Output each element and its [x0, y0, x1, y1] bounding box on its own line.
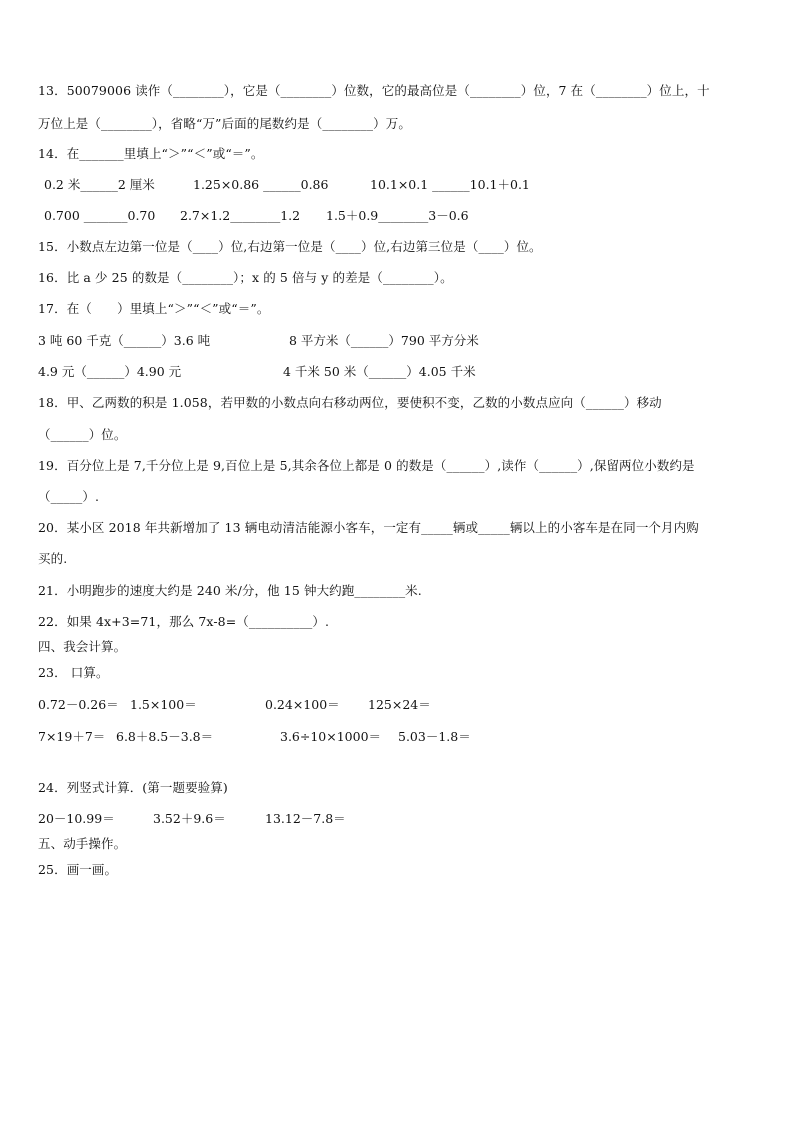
q22: 22．如果 4x+3=71，那么 7x-8=（__________）.	[38, 614, 330, 629]
q23-item: 6.8＋8.5－3.8＝	[116, 729, 214, 744]
q14-item: 0.2 米______2 厘米	[44, 177, 155, 192]
q19-line2: （_____）.	[38, 489, 100, 504]
q15: 15．小数点左边第一位是（____）位,右边第一位是（____）位,右边第三位是（____）位。	[38, 239, 542, 254]
q17-item: 4 千米 50 米（______）4.05 千米	[283, 364, 476, 379]
q24-title: 24．列竖式计算．(第一题要验算)	[38, 780, 228, 795]
q14-item: 1.25×0.86 ______0.86	[193, 177, 329, 192]
q14-item: 0.700 _______0.70	[44, 208, 156, 223]
q23-item: 3.6÷10×1000＝	[280, 729, 382, 744]
section-5-heading: 五、动手操作。	[38, 836, 127, 851]
q20-line2: 买的.	[38, 551, 68, 566]
q17-item: 8 平方米（______）790 平方分米	[289, 333, 479, 348]
q23-item: 0.24×100＝	[265, 697, 340, 712]
q18-line1: 18．甲、乙两数的积是 1.058，若甲数的小数点向右移动两位，要使积不变，乙数的小数点应向（______）移动	[38, 395, 662, 410]
q14-item: 1.5＋0.9________3－0.6	[326, 208, 469, 223]
q23-item: 5.03－1.8＝	[398, 729, 471, 744]
q14-item: 2.7×1.2________1.2	[180, 208, 301, 223]
q21: 21．小明跑步的速度大约是 240 米/分，他 15 钟大约跑________米.	[38, 583, 422, 598]
q20-line1: 20．某小区 2018 年共新增加了 13 辆电动清洁能源小客车，一定有_____辆或_____辆以上的小客车是在同一个月内购	[38, 520, 699, 535]
q13-line2: 万位上是（________），省略“万”后面的尾数约是（________）万。	[38, 116, 411, 131]
q16: 16．比 a 少 25 的数是（________）；x 的 5 倍与 y 的差是（________）。	[38, 270, 453, 285]
q18-line2: （______）位。	[38, 427, 127, 442]
q23-item: 7×19＋7＝	[38, 729, 106, 744]
q23-item: 1.5×100＝	[130, 697, 197, 712]
q23-item: 125×24＝	[368, 697, 431, 712]
section-4-heading: 四、我会计算。	[38, 639, 127, 654]
q24-item: 20－10.99＝	[38, 811, 115, 826]
q17-item: 4.9 元（______）4.90 元	[38, 364, 182, 379]
q24-item: 13.12－7.8＝	[265, 811, 346, 826]
q24-item: 3.52＋9.6＝	[153, 811, 226, 826]
q14-item: 10.1×0.1 ______10.1＋0.1	[370, 177, 530, 192]
q23-item: 0.72－0.26＝	[38, 697, 119, 712]
q23-title: 23． 口算。	[38, 665, 109, 680]
q25: 25．画一画。	[38, 862, 118, 877]
q14-title: 14．在_______里填上“＞”“＜”或“＝”。	[38, 146, 264, 161]
q17-title: 17．在（ ）里填上“＞”“＜”或“＝”。	[38, 301, 270, 316]
q13-line1: 13．50079006 读作（________），它是（________）位数，它的最高位是（________）位，7 在（________）位上，十	[38, 83, 710, 98]
q19-line1: 19．百分位上是 7,千分位上是 9,百位上是 5,其余各位上都是 0 的数是（______）,读作（______）,保留两位小数约是	[38, 458, 695, 473]
q17-item: 3 吨 60 千克（______）3.6 吨	[38, 333, 211, 348]
